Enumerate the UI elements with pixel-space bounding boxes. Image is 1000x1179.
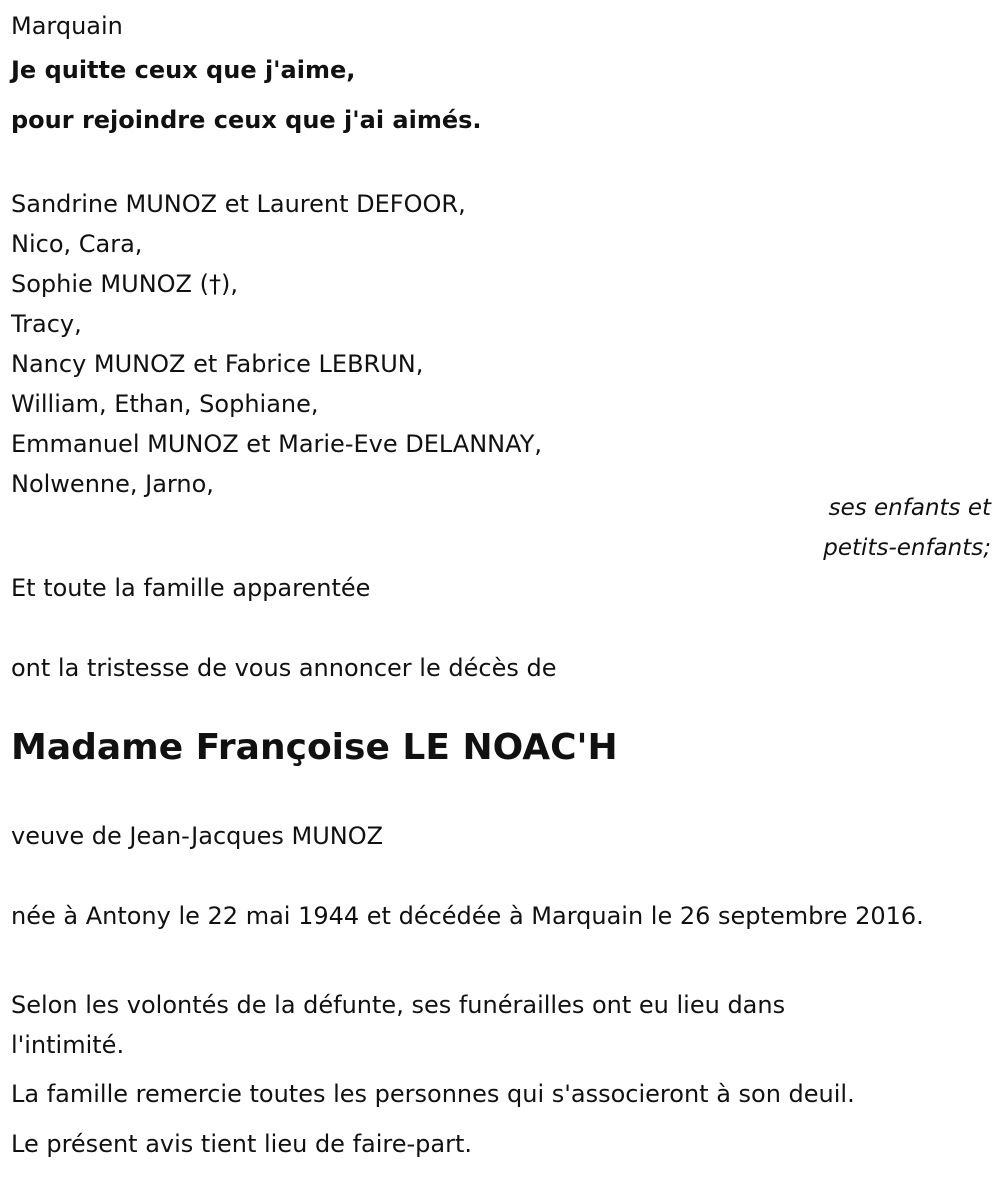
family-member-line: William, Ethan, Sophiane,	[11, 390, 319, 418]
deceased-name: Madame Françoise LE NOAC'H	[11, 727, 618, 768]
announcement-text: ont la tristesse de vous annoncer le décès de	[11, 654, 557, 682]
quote-line-1: Je quitte ceux que j'aime,	[11, 56, 356, 84]
family-member-line: Nico, Cara,	[11, 230, 143, 258]
family-member-line: Emmanuel MUNOZ et Marie-Eve DELANNAY,	[11, 430, 542, 458]
birth-death-text: née à Antony le 22 mai 1944 et décédée à Marquain le 26 septembre 2016.	[11, 902, 924, 930]
thanks-text: La famille remercie toutes les personnes qui s'associeront à son deuil.	[11, 1080, 855, 1108]
family-list	[11, 184, 542, 504]
family-role-line-2: petits-enfants;	[823, 535, 991, 561]
family-role-line-1: ses enfants et	[828, 495, 991, 521]
family-member-line: Sophie MUNOZ (†),	[11, 270, 238, 298]
family-member-line: Nolwenne, Jarno,	[11, 470, 214, 498]
widow-of: veuve de Jean-Jacques MUNOZ	[11, 822, 384, 850]
family-member-line: Sandrine MUNOZ et Laurent DEFOOR,	[11, 190, 466, 218]
funeral-text: Selon les volontés de la défunte, ses funérailles ont eu lieu dans l'intimité.	[11, 991, 786, 1059]
quote-line-2: pour rejoindre ceux que j'ai aimés.	[11, 106, 482, 134]
extended-family: Et toute la famille apparentée	[11, 574, 371, 602]
family-member-line: Nancy MUNOZ et Fabrice LEBRUN,	[11, 350, 424, 378]
family-member-line: Tracy,	[11, 310, 82, 338]
place-name: Marquain	[11, 12, 123, 40]
notice-text: Le présent avis tient lieu de faire-part.	[11, 1130, 473, 1158]
